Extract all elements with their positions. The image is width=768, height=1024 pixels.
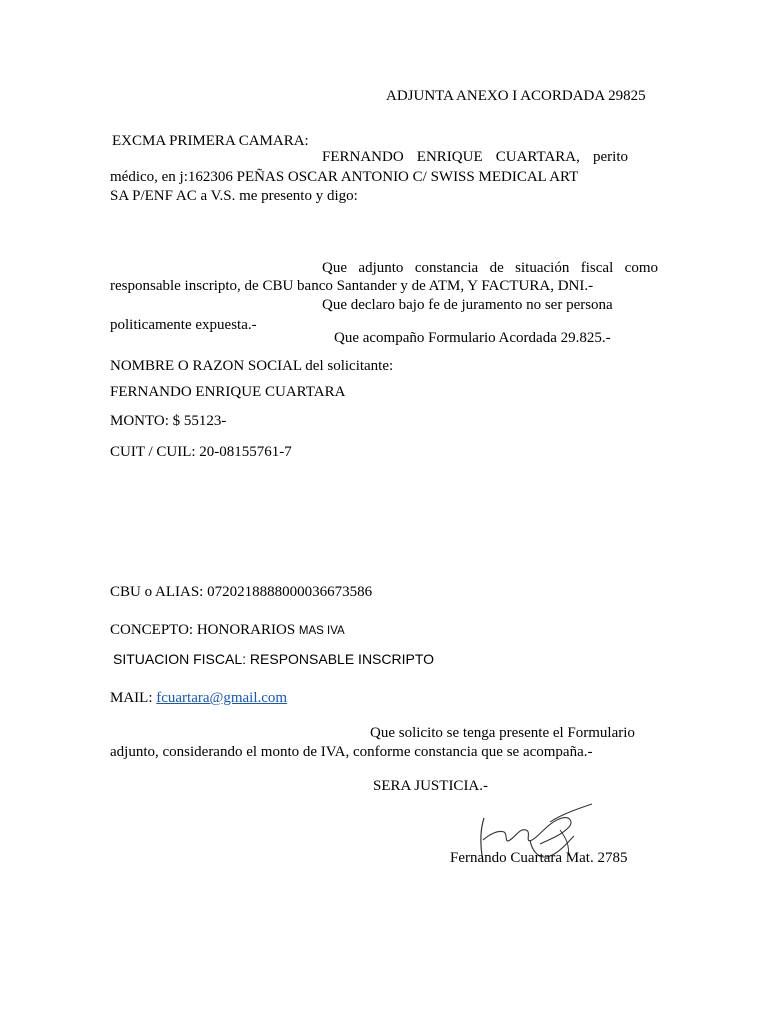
- para-1-line-2: responsable inscripto, de CBU banco Santander y de ATM, Y FACTURA, DNI.-: [110, 278, 594, 294]
- monto-field: MONTO: $ 55123-: [110, 413, 227, 429]
- cbu-field: CBU o ALIAS: 0720218888000036673586: [110, 584, 373, 600]
- addressee: EXCMA PRIMERA CAMARA:: [112, 133, 309, 149]
- para-2-line-2: politicamente expuesta.-: [110, 317, 257, 333]
- cuit-field: CUIT / CUIL: 20-08155761-7: [110, 444, 292, 460]
- para-1-line-1: Que adjunto constancia de situación fiscal como: [322, 260, 658, 276]
- document-title: ADJUNTA ANEXO I ACORDADA 29825: [386, 88, 646, 104]
- closing-line-2: adjunto, considerando el monto de IVA, conforme constancia que se acompaña.-: [110, 744, 593, 760]
- intro-line-1: FERNANDO ENRIQUE CUARTARA, perito: [322, 149, 628, 165]
- mail-label: MAIL:: [110, 690, 153, 706]
- para-3: Que acompaño Formulario Acordada 29.825.-: [334, 330, 611, 346]
- intro-line-2: médico, en j:162306 PEÑAS OSCAR ANTONIO C/ SWISS MEDICAL ART: [110, 169, 579, 185]
- intro-line-3: SA P/ENF AC a V.S. me presento y digo:: [110, 188, 358, 204]
- nombre-label: NOMBRE O RAZON SOCIAL del solicitante:: [110, 358, 394, 374]
- mail-field: [110, 690, 287, 707]
- sera-justicia: SERA JUSTICIA.-: [373, 778, 489, 794]
- signature-name: Fernando Cuartara Mat. 2785: [450, 850, 628, 866]
- para-2-line-1: Que declaro bajo fe de juramento no ser persona: [322, 297, 613, 313]
- situacion-fiscal-field: SITUACION FISCAL: RESPONSABLE INSCRIPTO: [113, 651, 435, 667]
- mail-link[interactable]: fcuartara@gmail.com: [156, 690, 288, 706]
- concepto-text: CONCEPTO: HONORARIOS: [110, 622, 296, 638]
- nombre-value: FERNANDO ENRIQUE CUARTARA: [110, 384, 346, 400]
- concepto-extra: MAS IVA: [298, 625, 345, 637]
- concepto-field: [110, 622, 345, 640]
- closing-line-1: Que solicito se tenga presente el Formulario: [370, 725, 635, 741]
